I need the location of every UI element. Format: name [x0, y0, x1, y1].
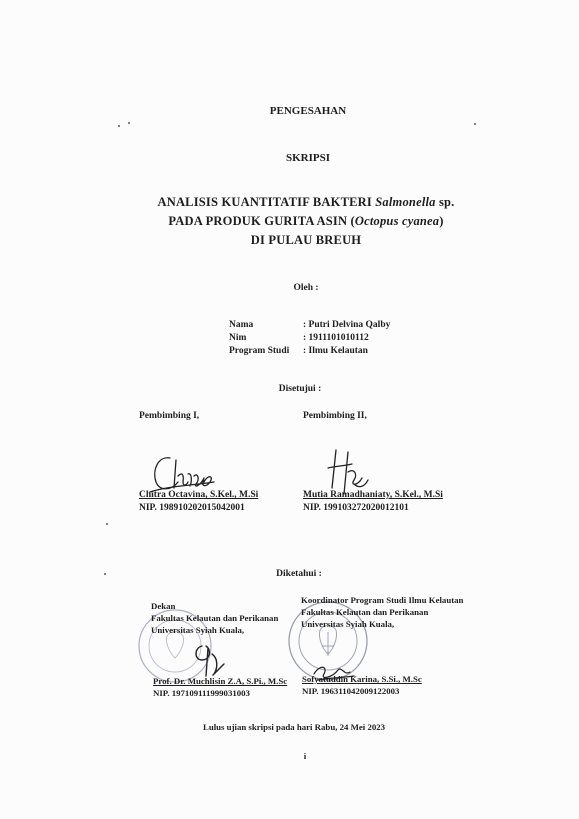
scan-speck	[474, 123, 476, 125]
koordinator-line-2: Fakultas Kelautan dan Perikanan	[301, 607, 429, 617]
program-studi-label: Program Studi	[229, 346, 290, 356]
nim-label: Nim	[229, 333, 247, 343]
pembimbing-2-nip: NIP. 199103272020012101	[303, 503, 409, 513]
disetujui-label: Disetujui :	[278, 384, 322, 394]
thesis-title-line-1: ANALISIS KUANTITATIF BAKTERI Salmonella sp.	[157, 195, 455, 209]
nim-value: : 1911101010112	[303, 333, 369, 343]
nama-label: Nama	[229, 320, 254, 330]
oleh-label: Oleh :	[293, 283, 319, 293]
program-studi-value: : Ilmu Kelautan	[303, 346, 368, 356]
koordinator-name: Sofyatuddin Karina, S.Si., M.Sc	[302, 674, 422, 684]
dekan-line-3: Universitas Syiah Kuala,	[151, 625, 245, 635]
scan-speck	[106, 523, 108, 525]
page-number: i	[303, 751, 307, 761]
pembimbing-2-label: Pembimbing II,	[303, 411, 367, 421]
pembimbing-1-name: Chitra Octavina, S.Kel., M.Si	[139, 490, 259, 500]
dekan-line-1: Dekan	[151, 601, 176, 611]
koordinator-nip: NIP. 196311042009122003	[302, 686, 400, 696]
scan-speck	[128, 122, 130, 124]
pengesahan-heading: PENGESAHAN	[269, 105, 347, 117]
graduation-statement: Lulus ujian skripsi pada hari Rabu, 24 Mei 2023	[202, 722, 386, 732]
scan-speck	[104, 573, 106, 575]
scan-speck	[118, 125, 120, 127]
dekan-line-2: Fakultas Kelautan dan Perikanan	[151, 613, 279, 623]
pembimbing-1-nip: NIP. 198910202015042001	[139, 503, 245, 513]
pembimbing-1-label: Pembimbing I,	[139, 411, 200, 421]
signature-pembimbing-2	[318, 448, 374, 496]
signature-dekan	[188, 640, 228, 680]
thesis-title-line-3: DI PULAU BREUH	[250, 233, 362, 247]
dekan-name: Prof. Dr. Muchlisin Z.A, S.Pi., M.Sc	[153, 676, 288, 686]
dekan-nip: NIP. 197109111999031003	[153, 688, 250, 698]
thesis-title-line-2: PADA PRODUK GURITA ASIN (Octopus cyanea)	[168, 214, 444, 228]
koordinator-line-1: Koordinator Program Studi Ilmu Kelautan	[301, 595, 464, 605]
pembimbing-2-name: Mutia Ramadhaniaty, S.Kel., M.Si	[303, 490, 443, 500]
diketahui-label: Diketahui :	[276, 569, 322, 579]
koordinator-line-3: Universitas Syiah Kuala,	[301, 619, 395, 629]
skripsi-heading: SKRIPSI	[285, 152, 331, 164]
nama-value: : Putri Delvina Qalby	[303, 320, 391, 330]
